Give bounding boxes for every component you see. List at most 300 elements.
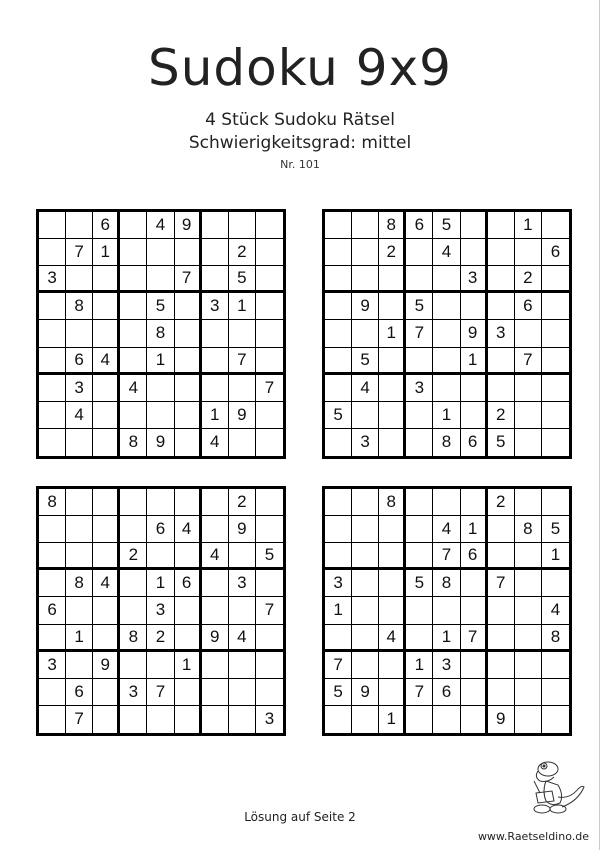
sudoku-cell (120, 706, 147, 733)
sudoku-cell (352, 212, 379, 239)
sudoku-cell: 6 (66, 348, 93, 375)
sudoku-cell (325, 625, 352, 652)
sudoku-cell: 4 (433, 516, 460, 543)
sudoku-cell: 6 (175, 570, 202, 597)
sudoku-cell: 5 (256, 543, 283, 570)
sudoku-cell (147, 706, 174, 733)
sudoku-cell: 1 (147, 348, 174, 375)
sudoku-cell (325, 706, 352, 733)
sudoku-cell (229, 212, 256, 239)
sudoku-cell (488, 266, 515, 293)
sudoku-cell (229, 543, 256, 570)
sudoku-cell (39, 402, 66, 429)
sudoku-cell (515, 679, 542, 706)
sudoku-cell (93, 679, 120, 706)
sudoku-cell: 6 (542, 239, 569, 266)
sudoku-cell (256, 266, 283, 293)
sudoku-cell: 1 (93, 239, 120, 266)
sudoku-cell (175, 597, 202, 624)
sudoku-cell (229, 375, 256, 402)
sudoku-cell: 1 (542, 543, 569, 570)
sudoku-cell: 3 (39, 266, 66, 293)
sudoku-cell (325, 489, 352, 516)
sudoku-cell: 8 (66, 570, 93, 597)
sudoku-cell (515, 489, 542, 516)
sudoku-cell: 5 (352, 348, 379, 375)
sudoku-cell (202, 652, 229, 679)
sudoku-cell: 5 (542, 516, 569, 543)
sudoku-cell: 7 (406, 320, 433, 347)
sudoku-cell (352, 706, 379, 733)
sudoku-cell (202, 266, 229, 293)
sudoku-cell (406, 348, 433, 375)
sudoku-cell: 1 (66, 625, 93, 652)
sudoku-cell (229, 679, 256, 706)
sudoku-cell (488, 679, 515, 706)
sudoku-cell (229, 597, 256, 624)
sudoku-cell (515, 706, 542, 733)
sudoku-cell (461, 679, 488, 706)
sudoku-cell (256, 489, 283, 516)
sudoku-cell: 6 (66, 679, 93, 706)
sudoku-cell (66, 652, 93, 679)
sudoku-cell (406, 597, 433, 624)
sudoku-cell (39, 543, 66, 570)
sudoku-cell (515, 543, 542, 570)
sudoku-cell (39, 570, 66, 597)
sudoku-cell (120, 597, 147, 624)
sudoku-cell (352, 402, 379, 429)
sudoku-cell (147, 266, 174, 293)
sudoku-cell (39, 429, 66, 456)
sudoku-cell: 9 (461, 320, 488, 347)
sudoku-cell: 6 (461, 429, 488, 456)
sudoku-cell: 7 (515, 348, 542, 375)
sudoku-cell (39, 348, 66, 375)
sudoku-cell (39, 516, 66, 543)
sudoku-cell: 5 (406, 570, 433, 597)
sudoku-cell (515, 320, 542, 347)
sudoku-cell: 6 (461, 543, 488, 570)
sudoku-cell (488, 239, 515, 266)
sudoku-cell: 9 (229, 516, 256, 543)
sudoku-cell (120, 293, 147, 320)
sudoku-cell: 1 (461, 348, 488, 375)
sudoku-cell: 6 (406, 212, 433, 239)
sudoku-cell (406, 625, 433, 652)
sudoku-cell (379, 597, 406, 624)
sudoku-cell (406, 239, 433, 266)
sudoku-cell (120, 320, 147, 347)
sudoku-cell (433, 348, 460, 375)
sudoku-cell (229, 652, 256, 679)
sudoku-cell (39, 293, 66, 320)
sudoku-cell (379, 679, 406, 706)
sudoku-cell (175, 543, 202, 570)
sudoku-cell (379, 375, 406, 402)
sudoku-cell (147, 375, 174, 402)
sudoku-cell (461, 652, 488, 679)
sudoku-cell: 5 (325, 402, 352, 429)
sudoku-cell (352, 652, 379, 679)
sudoku-cell (93, 625, 120, 652)
sudoku-cell (66, 320, 93, 347)
sudoku-cell (542, 293, 569, 320)
sudoku-cell (120, 402, 147, 429)
sudoku-cell (461, 293, 488, 320)
sudoku-cell (488, 597, 515, 624)
sudoku-cell (488, 348, 515, 375)
sudoku-cell (93, 489, 120, 516)
sudoku-cell (325, 516, 352, 543)
sudoku-cell: 7 (461, 625, 488, 652)
sudoku-cell (406, 543, 433, 570)
sudoku-cell (352, 266, 379, 293)
sudoku-cell: 2 (515, 266, 542, 293)
sudoku-cell (325, 543, 352, 570)
sudoku-cell (120, 348, 147, 375)
sudoku-cell (488, 543, 515, 570)
sudoku-cell (256, 293, 283, 320)
sudoku-cell: 4 (175, 516, 202, 543)
sudoku-grid-4 (322, 486, 572, 736)
sudoku-cell: 1 (406, 652, 433, 679)
sudoku-cell: 1 (461, 516, 488, 543)
sudoku-cell (515, 570, 542, 597)
sudoku-cell (406, 516, 433, 543)
sudoku-cell (406, 706, 433, 733)
sudoku-cell (515, 625, 542, 652)
sudoku-cell: 3 (229, 570, 256, 597)
sudoku-cell (433, 375, 460, 402)
sudoku-cell: 7 (488, 570, 515, 597)
sudoku-cell: 7 (256, 597, 283, 624)
sudoku-cell (488, 652, 515, 679)
sudoku-cell: 5 (488, 429, 515, 456)
dino-mascot-icon (518, 755, 590, 827)
sudoku-cell (202, 489, 229, 516)
sudoku-cell (325, 293, 352, 320)
sudoku-cell (202, 679, 229, 706)
sudoku-cell (175, 375, 202, 402)
sudoku-cell (542, 429, 569, 456)
sudoku-grid-3 (36, 486, 286, 736)
sudoku-cell (325, 320, 352, 347)
sudoku-cell: 1 (433, 402, 460, 429)
sudoku-cell (542, 706, 569, 733)
sudoku-cell (406, 429, 433, 456)
sudoku-cell: 9 (488, 706, 515, 733)
sudoku-cell (325, 375, 352, 402)
sudoku-cell: 9 (147, 429, 174, 456)
sudoku-cell: 4 (229, 625, 256, 652)
sudoku-cell: 8 (39, 489, 66, 516)
sudoku-cell (542, 679, 569, 706)
sudoku-cell (202, 570, 229, 597)
sudoku-cell (256, 570, 283, 597)
sudoku-cell (93, 293, 120, 320)
sudoku-cell (352, 597, 379, 624)
sudoku-cell: 7 (147, 679, 174, 706)
sudoku-cell: 6 (433, 679, 460, 706)
sudoku-grid-2 (322, 209, 572, 459)
sudoku-cell (542, 320, 569, 347)
sudoku-cell: 8 (379, 489, 406, 516)
sudoku-cell: 5 (229, 266, 256, 293)
sudoku-cell (488, 212, 515, 239)
sudoku-cell: 7 (66, 239, 93, 266)
sudoku-cell (515, 375, 542, 402)
sudoku-cell (433, 320, 460, 347)
sudoku-cell (175, 625, 202, 652)
sudoku-cell: 8 (433, 429, 460, 456)
sudoku-cell (542, 489, 569, 516)
sudoku-cell: 7 (229, 348, 256, 375)
sudoku-cell (406, 402, 433, 429)
solution-note: Lösung auf Seite 2 (244, 810, 356, 824)
sudoku-cell (175, 429, 202, 456)
sudoku-cell: 9 (202, 625, 229, 652)
sudoku-cell: 7 (433, 543, 460, 570)
sudoku-cell (39, 375, 66, 402)
sudoku-cell: 9 (93, 652, 120, 679)
sudoku-cell (39, 625, 66, 652)
sudoku-cell (352, 516, 379, 543)
sudoku-cell (433, 489, 460, 516)
sudoku-cell: 3 (39, 652, 66, 679)
sudoku-cell (461, 212, 488, 239)
sudoku-cell: 2 (120, 543, 147, 570)
sudoku-cell (175, 489, 202, 516)
sudoku-cell: 9 (352, 679, 379, 706)
sudoku-cell: 1 (515, 212, 542, 239)
sudoku-cell (120, 239, 147, 266)
sudoku-cell (120, 516, 147, 543)
sudoku-cell: 4 (433, 239, 460, 266)
sudoku-cell: 3 (406, 375, 433, 402)
sudoku-cell (66, 429, 93, 456)
sudoku-cell (66, 489, 93, 516)
sudoku-cell: 3 (488, 320, 515, 347)
sudoku-cell: 6 (93, 212, 120, 239)
sudoku-cell: 6 (147, 516, 174, 543)
sudoku-cell (379, 652, 406, 679)
sudoku-cell (202, 706, 229, 733)
sudoku-cell (229, 320, 256, 347)
sudoku-cell (515, 402, 542, 429)
sudoku-cell: 1 (202, 402, 229, 429)
sudoku-cell (256, 348, 283, 375)
sudoku-cell (515, 429, 542, 456)
sudoku-cell (379, 402, 406, 429)
sudoku-cell: 6 (515, 293, 542, 320)
sudoku-cell (488, 375, 515, 402)
sudoku-cell (461, 489, 488, 516)
sudoku-cell: 3 (461, 266, 488, 293)
sudoku-cell: 8 (542, 625, 569, 652)
sudoku-cell (175, 320, 202, 347)
sudoku-cell (66, 212, 93, 239)
sudoku-cell (406, 489, 433, 516)
sudoku-cell (147, 239, 174, 266)
sudoku-cell: 1 (229, 293, 256, 320)
sudoku-cell (175, 348, 202, 375)
sudoku-cell: 2 (147, 625, 174, 652)
sudoku-cell (379, 348, 406, 375)
sudoku-cell (39, 320, 66, 347)
sudoku-cell: 8 (515, 516, 542, 543)
sudoku-cell: 4 (379, 625, 406, 652)
sudoku-cell (120, 212, 147, 239)
sudoku-cell: 8 (120, 625, 147, 652)
sudoku-cell (379, 293, 406, 320)
sudoku-cell (488, 516, 515, 543)
sudoku-cell: 3 (264, 709, 275, 729)
sudoku-cell (39, 239, 66, 266)
sudoku-cell (229, 429, 256, 456)
sudoku-cell: 8 (120, 429, 147, 456)
sudoku-cell (229, 706, 256, 733)
sudoku-cell (93, 429, 120, 456)
sudoku-cell: 4 (66, 402, 93, 429)
sudoku-cell (120, 652, 147, 679)
sudoku-cell (202, 212, 229, 239)
sudoku-cell (39, 706, 66, 733)
sudoku-cell (66, 266, 93, 293)
sudoku-cell (202, 239, 229, 266)
sudoku-cell (379, 570, 406, 597)
sudoku-cell (542, 266, 569, 293)
sudoku-cell (406, 266, 433, 293)
sudoku-cell (175, 239, 202, 266)
sudoku-cell (202, 320, 229, 347)
sudoku-cell: 9 (175, 212, 202, 239)
sudoku-cell (175, 679, 202, 706)
sudoku-cell (461, 375, 488, 402)
sudoku-cell: 2 (229, 489, 256, 516)
sudoku-cell (542, 375, 569, 402)
sudoku-cell (542, 348, 569, 375)
sudoku-cell (379, 543, 406, 570)
sudoku-cell (461, 570, 488, 597)
sudoku-cell: 5 (433, 212, 460, 239)
sudoku-cell (352, 489, 379, 516)
sudoku-cell: 3 (66, 375, 93, 402)
sudoku-cell (352, 570, 379, 597)
sudoku-cell: 5 (406, 293, 433, 320)
sudoku-cell (202, 375, 229, 402)
sudoku-cell (325, 212, 352, 239)
sudoku-cell: 4 (352, 375, 379, 402)
sudoku-cell (515, 239, 542, 266)
sudoku-cell: 8 (66, 293, 93, 320)
sudoku-cell: 8 (433, 570, 460, 597)
puzzle-number: Nr. 101 (280, 158, 320, 171)
sudoku-cell (175, 402, 202, 429)
sudoku-cell (461, 706, 488, 733)
sudoku-cell: 2 (488, 489, 515, 516)
sudoku-cell: 9 (352, 293, 379, 320)
website-link[interactable]: www.Raetseldino.de (477, 830, 589, 843)
sudoku-cell (175, 293, 202, 320)
sudoku-cell (325, 266, 352, 293)
sudoku-cell (120, 266, 147, 293)
page-title: Sudoku 9x9 (148, 39, 452, 97)
sudoku-cell (93, 597, 120, 624)
sudoku-cell: 9 (229, 402, 256, 429)
sudoku-cell: 6 (39, 597, 66, 624)
sudoku-cell (542, 402, 569, 429)
sudoku-cell (433, 293, 460, 320)
sudoku-cell (325, 239, 352, 266)
sudoku-cell: 1 (325, 597, 352, 624)
subtitle: 4 Stück Sudoku Rätsel (205, 110, 395, 130)
sudoku-cell (256, 239, 283, 266)
sudoku-cell: 5 (325, 679, 352, 706)
sudoku-cell: 3 (325, 570, 352, 597)
sudoku-cell: 3 (147, 597, 174, 624)
sudoku-cell (325, 348, 352, 375)
sudoku-cell: 7 (325, 652, 352, 679)
sudoku-cell (352, 239, 379, 266)
sudoku-cell (515, 652, 542, 679)
sudoku-cell (461, 239, 488, 266)
sudoku-cell (433, 706, 460, 733)
sudoku-cell (93, 402, 120, 429)
sudoku-cell (515, 597, 542, 624)
sudoku-cell (93, 706, 120, 733)
sudoku-cell (93, 320, 120, 347)
sudoku-cell: 4 (147, 212, 174, 239)
sudoku-cell: 2 (488, 402, 515, 429)
sudoku-cell (147, 402, 174, 429)
sudoku-cell (379, 516, 406, 543)
sudoku-cell (120, 570, 147, 597)
sudoku-cell (93, 375, 120, 402)
sudoku-cell (175, 706, 202, 733)
sudoku-cell (256, 212, 283, 239)
sudoku-cell: 4 (93, 570, 120, 597)
sudoku-cell: 7 (66, 706, 93, 733)
sudoku-cell: 3 (352, 429, 379, 456)
sudoku-cell (39, 679, 66, 706)
difficulty-label: Schwierigkeitsgrad: mittel (188, 133, 412, 153)
sudoku-cell (542, 652, 569, 679)
sudoku-cell: 8 (379, 212, 406, 239)
sudoku-cell: 4 (542, 597, 569, 624)
sudoku-cell (256, 516, 283, 543)
sudoku-cell: 7 (175, 266, 202, 293)
sudoku-cell (379, 429, 406, 456)
sudoku-cell (256, 625, 283, 652)
sudoku-cell: 3 (120, 679, 147, 706)
sudoku-cell: 7 (406, 679, 433, 706)
sudoku-cell (352, 543, 379, 570)
sudoku-cell: 3 (433, 652, 460, 679)
sudoku-cell: 4 (202, 429, 229, 456)
sudoku-cell (256, 429, 283, 456)
sudoku-cell (256, 652, 283, 679)
sudoku-cell (66, 516, 93, 543)
sudoku-cell (256, 320, 283, 347)
sudoku-cell: 4 (202, 543, 229, 570)
sudoku-cell (488, 625, 515, 652)
sudoku-cell (379, 266, 406, 293)
sudoku-cell: 1 (175, 652, 202, 679)
sudoku-cell (461, 402, 488, 429)
sudoku-cell (461, 597, 488, 624)
sudoku-cell (256, 402, 283, 429)
